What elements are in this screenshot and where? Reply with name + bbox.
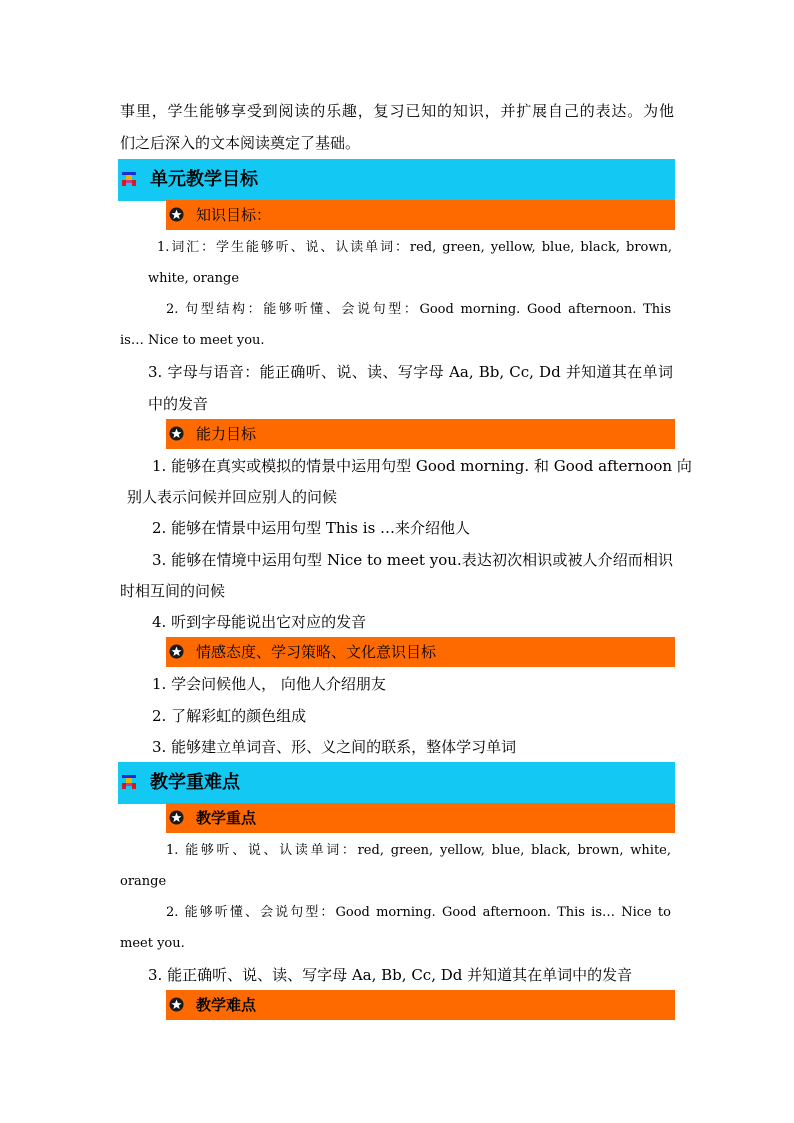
subheading-title: 教学难点 — [196, 996, 257, 1014]
circle-star-icon — [169, 207, 184, 222]
subheading-key-points — [166, 803, 675, 833]
knowledge-item-1-line-2: white, orange — [148, 271, 240, 286]
subheading-attitude — [166, 637, 675, 667]
attitude-item-3: 3. 能够建立单词音、形、义之间的联系，整体学习单词 — [152, 738, 517, 756]
attitude-item-1: 1. 学会问候他人， 向他人介绍朋友 — [152, 675, 386, 693]
ability-item-1-line-2: 别人表示问候并回应别人的问候 — [127, 488, 338, 506]
colored-blocks-icon — [122, 172, 136, 186]
subheading-title: 教学重点 — [196, 809, 257, 827]
knowledge-item-3-line-2: 中的发音 — [148, 395, 209, 413]
key-item-2-line-2: meet you. — [120, 936, 185, 951]
subheading-title: 知识目标： — [196, 206, 272, 224]
section-heading-key-points — [118, 762, 675, 804]
knowledge-item-2-line-1: 2. 句型结构：能够听懂、会说句型：Good morning. Good afternoon. This — [166, 302, 671, 317]
key-item-1-line-1: 1. 能够听、说、认读单词：red, green, yellow, blue, black, brown, white, — [166, 843, 671, 858]
attitude-item-2: 2. 了解彩虹的颜色组成 — [152, 707, 307, 725]
ability-item-4: 4. 听到字母能说出它对应的发音 — [152, 613, 367, 631]
subheading-title: 情感态度、学习策略、文化意识目标 — [196, 643, 437, 661]
subheading-title: 能力目标 — [196, 425, 257, 443]
subheading-knowledge — [166, 200, 675, 230]
key-item-3: 3. 能正确听、说、读、写字母 Aa, Bb, Cc, Dd 并知道其在单词中的发音 — [148, 966, 633, 984]
knowledge-item-2-line-2: is… Nice to meet you. — [120, 333, 265, 348]
key-item-1-line-2: orange — [120, 874, 167, 889]
circle-star-icon — [169, 644, 184, 659]
intro-line-1: 事里，学生能够享受到阅读的乐趣，复习已知的知识，并扩展自己的表达。为他 — [120, 102, 674, 120]
knowledge-item-1-line-1: 1.词汇：学生能够听、说、认读单词：red, green, yellow, blue, black, brown, — [157, 240, 672, 255]
ability-item-1-line-1: 1. 能够在真实或模拟的情景中运用句型 Good morning. 和 Good afternoon 向 — [152, 457, 692, 475]
circle-star-icon — [169, 426, 184, 441]
section-heading-objectives — [118, 159, 675, 201]
key-item-2-line-1: 2. 能够听懂、会说句型：Good morning. Good afternoon. This is… Nice to — [166, 905, 671, 920]
knowledge-item-3-line-1: 3. 字母与语音：能正确听、说、读、写字母 Aa, Bb, Cc, Dd 并知道其在单词 — [148, 363, 673, 381]
section-title: 单元教学目标 — [150, 169, 258, 190]
ability-item-3-line-1: 3. 能够在情境中运用句型 Nice to meet you.表达初次相识或被人介绍而相识 — [152, 551, 673, 569]
circle-star-icon — [169, 810, 184, 825]
intro-line-2: 们之后深入的文本阅读奠定了基础。 — [120, 134, 361, 152]
ability-item-3-line-2: 时相互间的问候 — [120, 582, 226, 600]
section-title: 教学重难点 — [150, 772, 240, 793]
subheading-ability — [166, 419, 675, 449]
ability-item-2: 2. 能够在情景中运用句型 This is …来介绍他人 — [152, 519, 471, 537]
circle-star-icon — [169, 997, 184, 1012]
colored-blocks-icon — [122, 775, 136, 789]
subheading-difficult-points — [166, 990, 675, 1020]
